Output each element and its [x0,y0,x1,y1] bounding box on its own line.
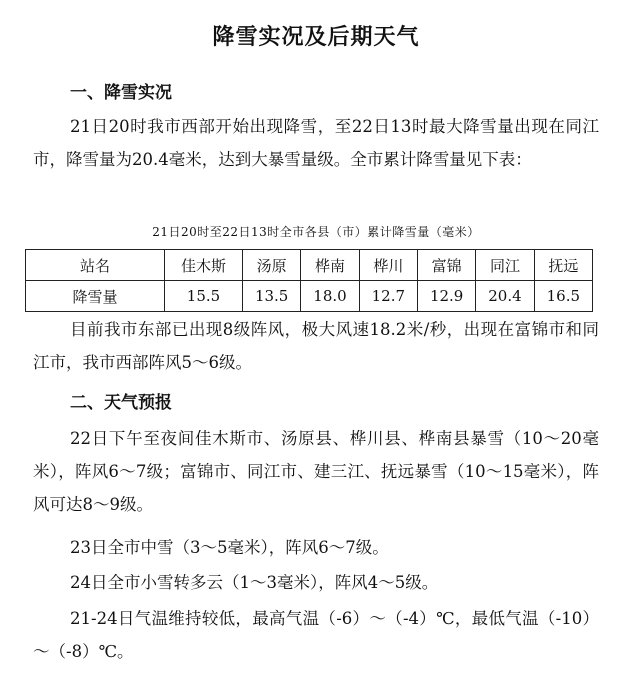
snow-observation-paragraph: 21日20时我市西部开始出现降雪，至22日13时最大降雪量出现在同江市，降雪量为20.4毫米，达到大暴雪量级。全市累计降雪量见下表： [33,117,599,169]
table-cell: 12.9 [417,281,475,312]
table-cell: 16.5 [534,281,592,312]
table-header-cell: 同江 [476,250,534,281]
table-header-row [26,250,593,281]
table-cell: 12.7 [359,281,417,312]
table-cell: 13.5 [243,281,301,312]
table-row [26,281,593,312]
forecast-paragraph-22: 22日下午至夜间佳木斯市、汤原县、桦川县、桦南县暴雪（10～20毫米），阵风6～7级；富锦市、同江市、建三江、抚远暴雪（10～15毫米），阵风可达8～9级。 [33,429,599,514]
table-header-cell: 佳木斯 [165,250,243,281]
table-cell: 20.4 [476,281,534,312]
table-header-cell: 富锦 [417,250,475,281]
table-header-cell: 抚远 [534,250,592,281]
section-heading-forecast: 二、天气预报 [70,393,172,413]
table-header-cell: 站名 [26,250,165,281]
table-header-cell: 桦川 [359,250,417,281]
wind-observation-paragraph: 目前我市东部已出现8级阵风，极大风速18.2米/秒，出现在富锦市和同江市，我市西部阵风5～6级。 [33,320,599,372]
forecast-paragraph-23: 23日全市中雪（3～5毫米），阵风6～7级。 [70,538,389,557]
table-header-cell: 汤原 [243,250,301,281]
table-header-cell: 桦南 [301,250,359,281]
section-heading-snow-observation: 一、降雪实况 [70,83,172,103]
table-cell: 降雪量 [26,281,165,312]
table-cell: 15.5 [165,281,243,312]
table-caption: 21日20时至22日13时全市各县（市）累计降雪量（毫米） [152,225,480,239]
page-title: 降雪实况及后期天气 [212,25,420,50]
snowfall-table [25,249,593,312]
forecast-paragraph-24: 24日全市小雪转多云（1～3毫米），阵风4～5级。 [70,573,439,592]
table-cell: 18.0 [301,281,359,312]
forecast-paragraph-temperature: 21-24日气温维持较低，最高气温（-6）～（-4）℃，最低气温（-10）～（-8）℃。 [33,609,599,661]
